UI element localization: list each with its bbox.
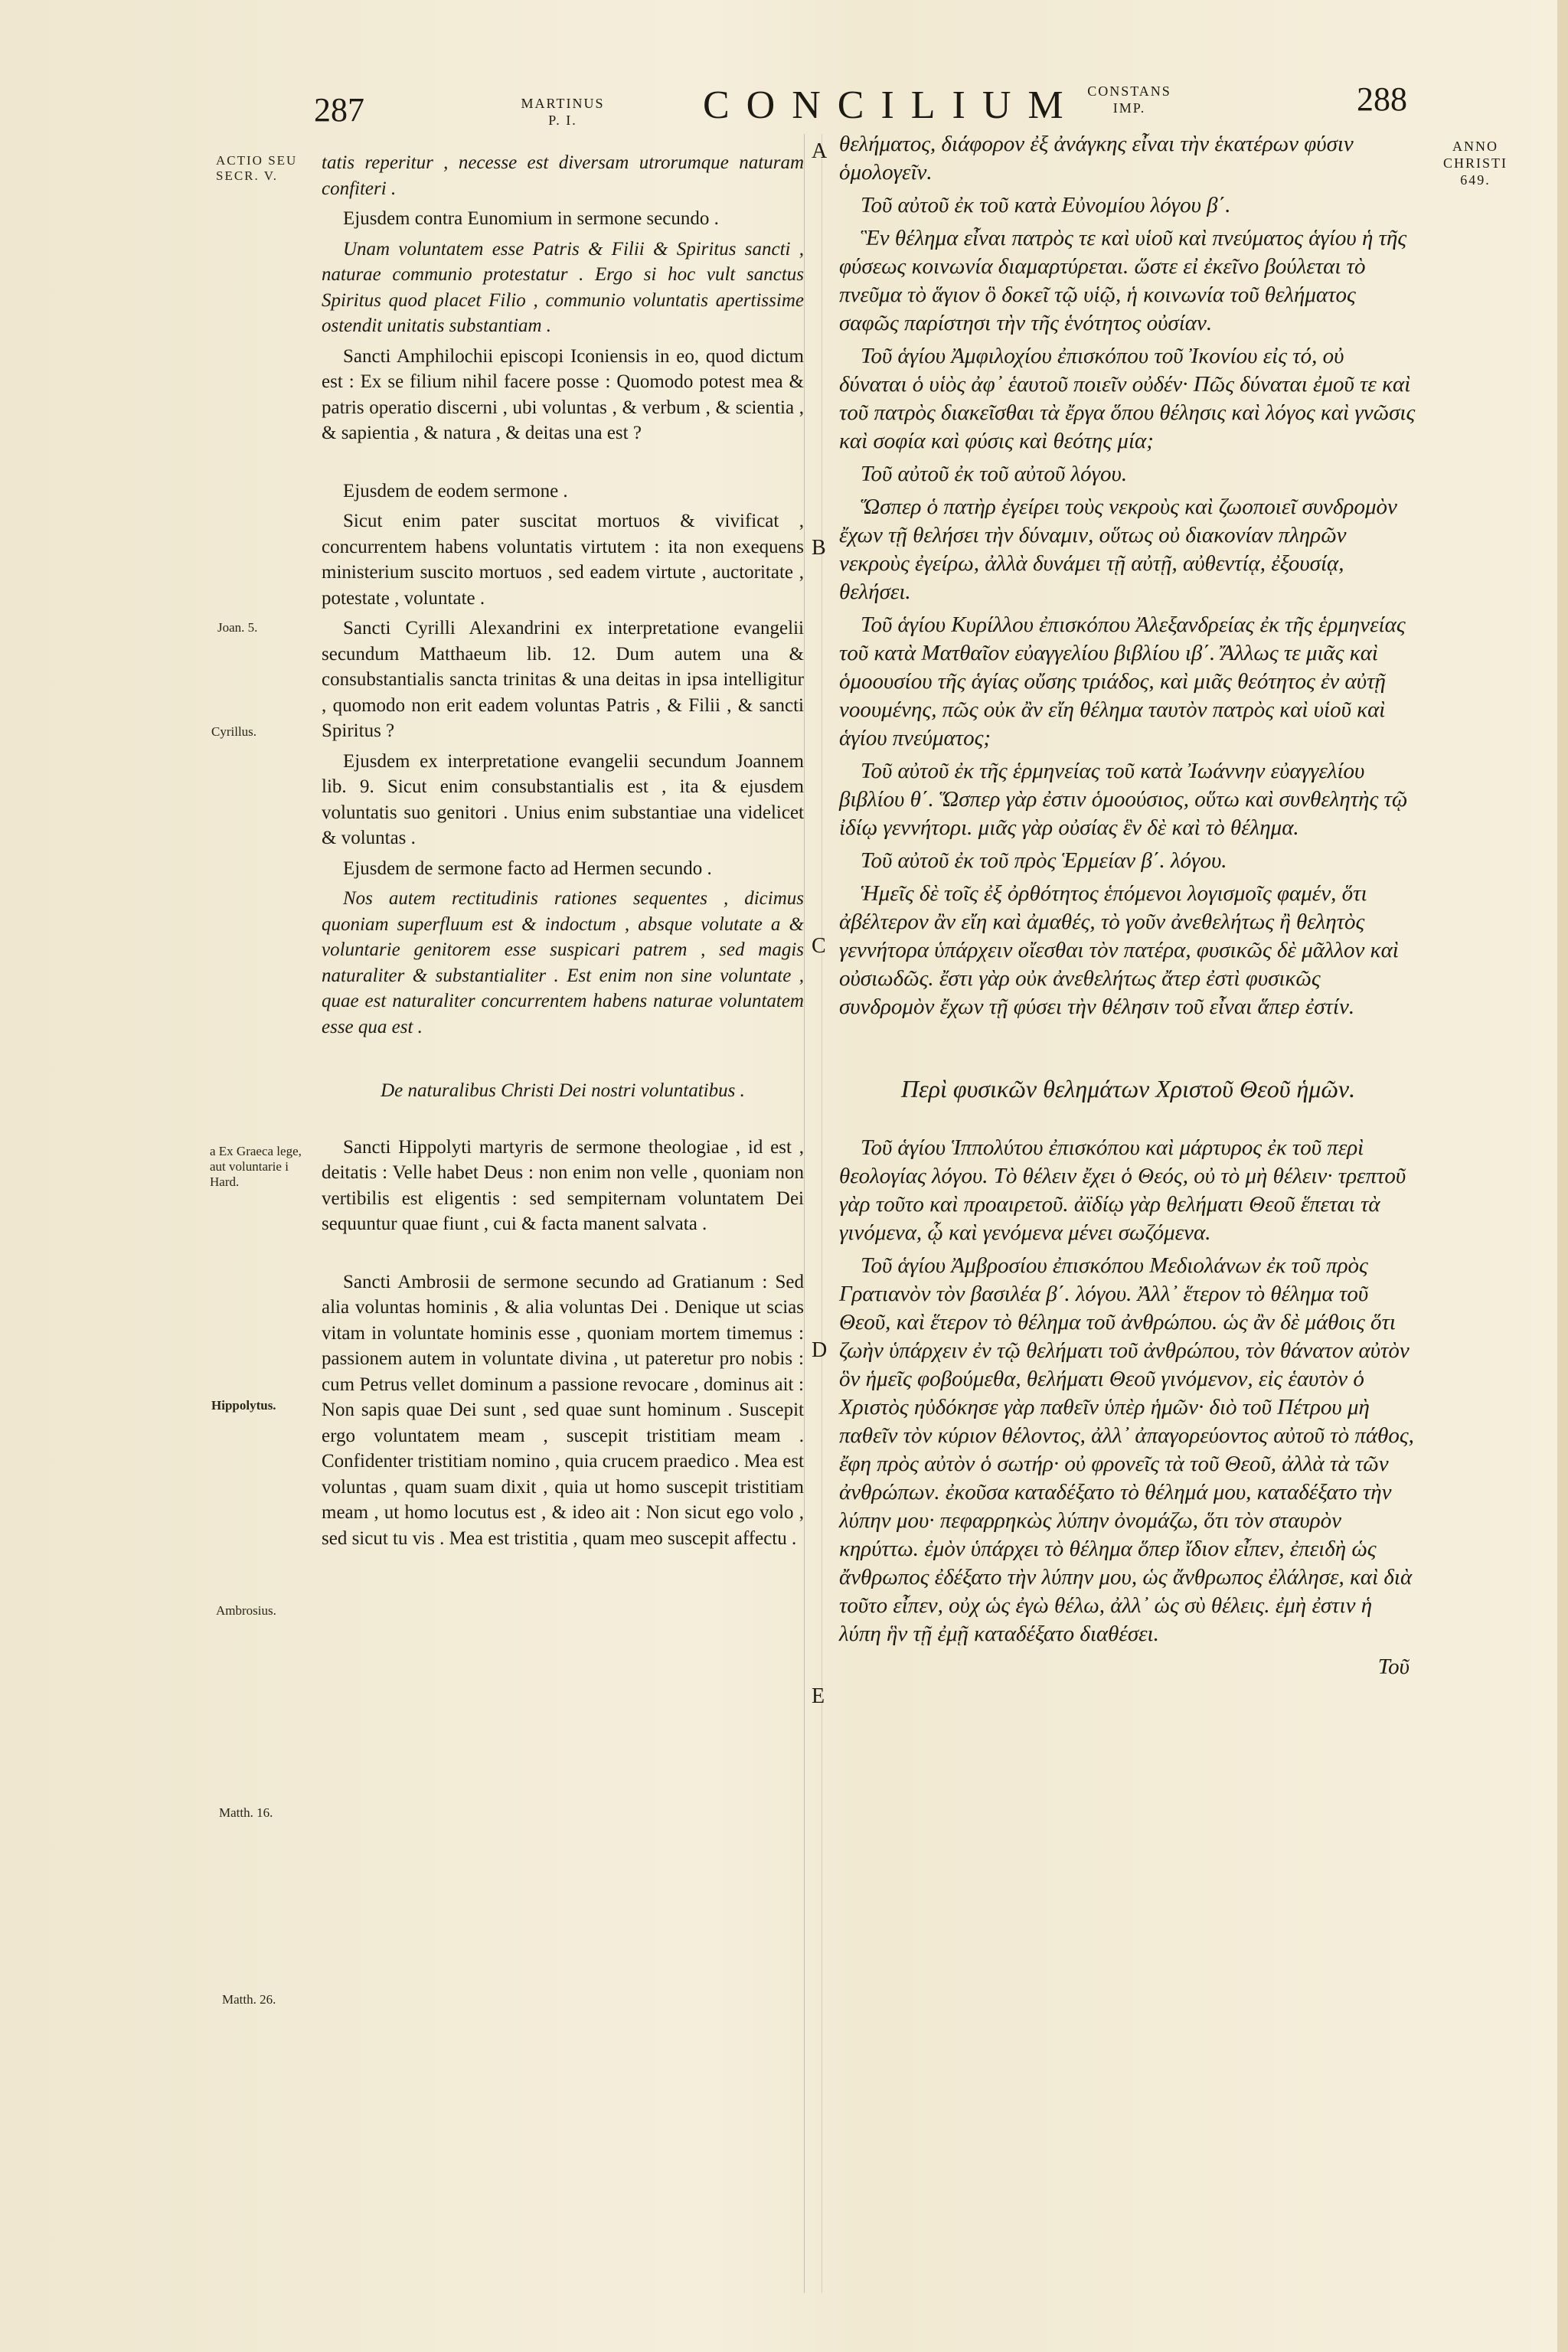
section-letter-e: E [812,1684,825,1708]
greek-paragraph: Τοῦ αὐτοῦ ἐκ τοῦ κατὰ Εὐνομίου λόγου β΄. [861,193,1231,217]
running-head-right: CONSTANS IMP. [1087,83,1171,116]
page-number-left: 287 [314,91,364,129]
margin-note-cyrillus: Cyrillus. [211,724,257,739]
greek-paragraph: Τοῦ ἁγίου Ἀμβροσίου ἐπισκόπου Μεδιολάνων ἐκ τοῦ πρὸς Γρατιανὸν τὸν βασιλέα β΄. λόγου. Ἀλλ᾽ ἕτερον τὸ θέλημα τοῦ Θεοῦ, καὶ ἕτερον τὸ θέλημα τοῦ ἀνθρώπου. ὡς ἂν δὲ μάθοις ὅτι ζωὴν ὑπάρχειν ἐν τῷ θελήματι τοῦ ἀνθρώπου, τὸν θάνατον αὐτὸν ὃν ἡμεῖς φοβούμεθα, θελήματι Θεοῦ γινόμενον, εἰς ἑαυτὸν ὁ Χριστὸς ηὐδόκησε γὰρ παθεῖν ὑπὲρ ἡμῶν· διὸ τοῦ Πέτρου μὴ παθεῖν τὸν κύριον θέλοντος, ἀλλ᾽ ἀπαγορεύοντος αὐτοῦ τὸ πάθος, ἔφη πρὸς αὐτὸν ὁ σωτήρ· οὐ φρονεῖς τὰ τοῦ Θεοῦ, ἀλλὰ τὰ τῶν ἀνθρώπων. ἐκοῦσα καταδέξατο τὸ θέλημά μου, καταδέξατο τὴν λύπην μου· πεφαρρηκὼς λύπην ὀνομάζω, ὅτι τὸν σταυρὸν κηρύττω. ἐμὸν ὑπάρχει τὸ θέλημα ὅπερ ἴδιον εἶπεν, ἐπειδὴ ὡς ἄνθρωπος ἐδέξατο τὴν λύπην μου, ὡς ἄνθρωπος ἐλάλησε, καὶ διὰ τοῦτο εἶπεν, οὐχ ὡς ἐγὼ θέλω, ἀλλ᾽ ὡς σὺ θέλεις. ἐμὴ ἐστιν ἡ λύπη ἣν τῇ ἐμῇ καταδέξατο διαθέσει. [839,1253,1414,1646]
latin-paragraph: Nos autem rectitudinis rationes sequentes , dicimus quoniam superfluum est & indoctum , absque volutate a & voluntarie genitorem esse suspicari patrem , sed magis naturaliter & substantialiter . Est enim non sine voluntate , quae est naturaliter concurrentem habens naturae voluntatem esse qua est . [322,888,804,1037]
section-letter-b: B [812,536,826,560]
margin-note-anno: ANNO CHRISTI 649. [1442,139,1508,188]
margin-note-actio: ACTIO SEU SECR. V. [216,153,298,183]
page-title: CONCILIUM [703,83,1080,127]
latin-paragraph: Sancti Hippolyti martyris de sermone theologiae , id est , deitatis : Velle habet Deus : non enim non velle , quoniam non vertibilis est eligentis : sed sempiternam voluntatem Dei sequuntur quae fiunt , cui & facta manent salvata . [322,1136,804,1234]
page-edge [1557,0,1568,2352]
greek-paragraph: Τοῦ ἁγίου Κυρίλλου ἐπισκόπου Ἀλεξανδρείας ἐκ τῆς ἑρμηνείας τοῦ κατὰ Ματθαῖον εὐαγγελίου βιβλίου ιβ΄. Ἄλλως τε μιᾶς καὶ ὁμοουσίου τῆς ἁγίας οὔσης τριάδος, καὶ μιᾶς θεότητος ἐν αὐτῇ νοουμένης, πῶς οὐκ ἂν εἴη θέλημα ταυτὸν πατρὸς καὶ υἱοῦ καὶ ἁγίου πνεύματος; [839,612,1406,750]
greek-paragraph: Τοῦ ἁγίου Ἱππολύτου ἐπισκόπου καὶ μάρτυρος ἐκ τοῦ περὶ θεολογίας λόγου. Τὸ θέλειν ἔχει ὁ Θεός, οὐ τὸ μὴ θέλειν· τρεπτοῦ γὰρ τοῦτο καὶ προαιρετοῦ. ἀϊδίῳ γὰρ θελήματι Θεοῦ ἕπεται τὰ γινόμενα, ᾧ καὶ γενόμενα μένει σωζόμενα. [839,1135,1406,1245]
greek-paragraph: Ἓν θέλημα εἶναι πατρὸς τε καὶ υἱοῦ καὶ πνεύματος ἁγίου ἡ τῆς φύσεως κοινωνία διαμαρτύρεται. ὥστε εἰ ἐκεῖνο βούλεται τὸ πνεῦμα τὸ ἅγιον ὃ δοκεῖ τῷ υἱῷ, ἡ κοινωνία τοῦ θελήματος σαφῶς παρίστησι τὴν τῆς ἑνότητος οὐσίαν. [839,226,1407,335]
margin-note-joan: Joan. 5. [217,620,258,635]
running-head-left: MARTINUS P. I. [521,96,605,128]
section-letter-d: D [812,1338,828,1362]
latin-section-heading: De naturalibus Christi Dei nostri voluntatibus . [381,1080,745,1101]
greek-paragraph: Τοῦ αὐτοῦ ἐκ τοῦ πρὸς Ἑρμείαν β΄. λόγου. [861,848,1227,873]
latin-paragraph: Ejusdem de eodem sermone . [343,480,568,501]
catchword: Τοῦ [1377,1655,1410,1679]
greek-paragraph: Τοῦ ἁγίου Ἀμφιλοχίου ἐπισκόπου τοῦ Ἰκονίου εἰς τό, οὐ δύναται ὁ υἱὸς ἀφ᾽ ἑαυτοῦ ποιεῖν οὐδέν· Πῶς δύναται ἐμοῦ τε καὶ τοῦ πατρὸς διακεῖσθαι τὰ ἔργα ὅπου θέλησις καὶ λόγος καὶ γνῶσις καὶ σοφία καὶ φύσις καὶ θεότης μία; [839,344,1416,453]
latin-paragraph: Sicut enim pater suscitat mortuos & vivificat , concurrentem habens voluntatis virtutem : ita non exequens ministerium suscito mortuos , sed eadem virtute , auctoritate , potestate , voluntate . [322,511,804,609]
margin-note-matth16: Matth. 16. [219,1805,273,1820]
greek-section-heading: Περὶ φυσικῶν θελημάτων Χριστοῦ Θεοῦ ἡμῶν. [900,1075,1356,1102]
latin-paragraph: Sancti Amphilochii episcopi Iconiensis in eo, quod dictum est : Ex se filium nihil facere posse : Quomodo potest mea & patris operatio discerni , ubi voluntas , & verbum , & scientia , & sapientia , & natura , & deitas una est ? [322,345,804,443]
column-gutter [804,134,822,2293]
margin-note-matth26: Matth. 26. [222,1992,276,2007]
latin-paragraph: Sancti Ambrosii de sermone secundo ad Gratianum : Sed alia voluntas hominis , & alia voluntas Dei . Denique ut scias vitam in voluntate hominis esse , quoniam mortem timemus : passionem autem in voluntate divina , ut pateretur pro nobis : cum Petrus vellet dominum a passione revocare , dominus ait : Non sapis quae Dei sunt , sed quae sunt hominum . Suscepit ergo voluntatem meam , suscepit tristitiam meam . Confidenter tristitiam nomino , quia crucem praedico . Mea est voluntas , quam suam dixit , quia ut homo suscepit tristitiam meam , ut homo locutus est , & ideo ait : Non sicut ego volo , sed sicut tu vis . Mea est tristitia , quam meo suscepit affectu . [322,1271,804,1549]
latin-paragraph: Ejusdem ex interpretatione evangelii secundum Joannem lib. 9. Sicut enim consubstantialis est , ita & ejusdem voluntatis suo genitori . Unius enim substantiae una videlicet & voluntas . [322,750,804,848]
greek-paragraph: Τοῦ αὐτοῦ ἐκ τοῦ αὐτοῦ λόγου. [861,462,1128,486]
greek-column [839,130,1417,1686]
latin-paragraph: Sancti Cyrilli Alexandrini ex interpretatione evangelii secundum Matthaeum lib. 12. Dum autem una & consubstantialis sancta trinitas & una deitas in ipsa intelligitur , quomodo non erit eadem voluntas Patris , & Filii , & sancti Spiritus ? [322,618,804,741]
latin-paragraph: Ejusdem de sermone facto ad Hermen secundo . [343,858,712,879]
margin-note-hippolytus: Hippolytus. [211,1398,276,1413]
margin-note-graeca: a Ex Graeca lege, aut voluntarie i Hard. [210,1144,302,1189]
margin-note-ambrosius: Ambrosius. [216,1603,276,1618]
latin-paragraph: Ejusdem contra Eunomium in sermone secundo . [343,208,719,229]
page-number-right: 288 [1357,80,1407,118]
latin-column [322,150,804,1556]
greek-paragraph: Ἡμεῖς δὲ τοῖς ἐξ ὀρθότητος ἑπόμενοι λογισμοῖς φαμέν, ὅτι ἀβέλτερον ἂν εἴη καὶ ἀμαθές, τὸ γοῦν ἀνεθελήτως ἢ θελητὸς γεννήτορα ὑπάρχειν οἴεσθαι τὸν πατέρα, φυσικῶς δὲ μᾶλλον καὶ οὐσιωδῶς. ἔστι γὰρ οὐκ ἀνεθελήτως ἄτερ ἐστὶ φυσικῶς συνδρομὸν ἔχων τῇ φύσει τὴν θέλησιν τοῦ εἶναι ἅπερ ἐστίν. [839,881,1399,1019]
section-letter-c: C [812,934,826,958]
greek-paragraph: θελήματος, διάφορον ἐξ ἀνάγκης εἶναι τὴν ἑκατέρων φύσιν ὁμολογεῖν. [839,132,1354,185]
latin-paragraph: tatis reperitur , necesse est diversam utrorumque naturam confiteri . [322,152,804,199]
greek-paragraph: Τοῦ αὐτοῦ ἐκ τῆς ἑρμηνείας τοῦ κατὰ Ἰωάννην εὐαγγελίου βιβλίου θ΄. Ὥσπερ γὰρ ἐστιν ὁμοούσιος, οὕτω καὶ συνθελητὴς τῷ ἰδίῳ γεννήτορι. μιᾶς γὰρ οὐσίας ἓν δὲ καὶ τὸ θέλημα. [839,759,1408,840]
section-letter-a: A [812,139,828,163]
greek-paragraph: Ὥσπερ ὁ πατὴρ ἐγείρει τοὺς νεκροὺς καὶ ζωοποιεῖ συνδρομὸν ἔχων τῇ θελήσει τὴν δύναμιν, οὕτως οὐ διακονίαν πληρῶν νεκροὺς ἐγείρω, ἀλλὰ δυνάμει τῇ αὐτῇ, αὐθεντίᾳ, ἐξουσίᾳ, θελήσει. [839,495,1397,604]
latin-paragraph: Unam voluntatem esse Patris & Filii & Spiritus sancti , naturae communio protestatur . Ergo si hoc vult sanctus Spiritus quod placet Filio , communio voluntatis apertissime ostendit unitatis substantiam . [322,238,804,336]
